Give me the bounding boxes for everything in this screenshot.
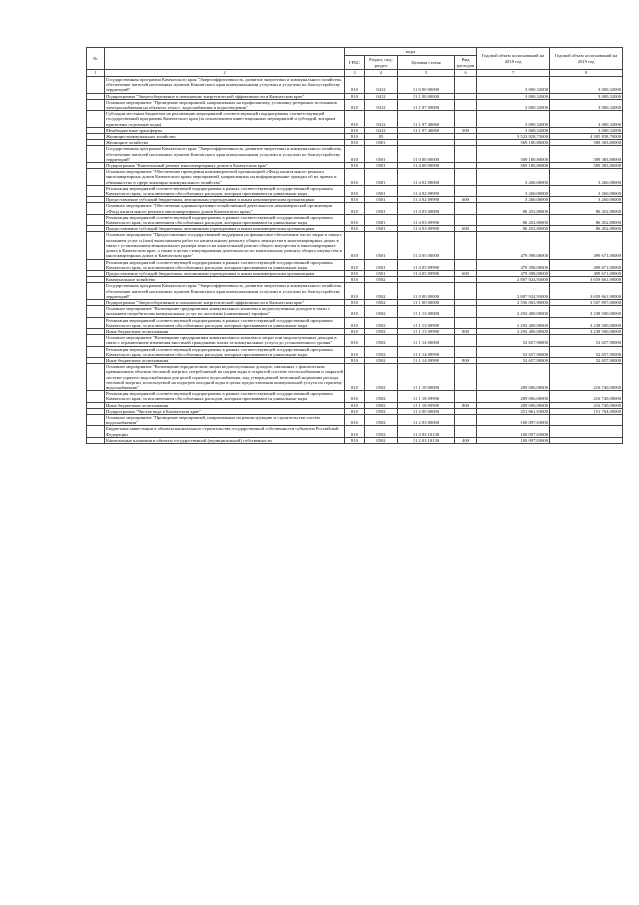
row-amount-2019: 3 000,32000 — [550, 99, 623, 110]
row-amount-2019: 589 383,80000 — [550, 140, 623, 146]
row-grbs: 810 — [345, 93, 365, 99]
row-grbs: 810 — [345, 283, 365, 300]
row-amount-2019: 3 507 897,00000 — [550, 299, 623, 305]
row-type: 800 — [455, 328, 477, 334]
row-target: 11 1 07 00000 — [398, 99, 455, 110]
row-amount-2019: 86 452,80000 — [550, 226, 623, 232]
row-grbs: 810 — [345, 99, 365, 110]
row-amount-2018: 2 294 400,00000 — [477, 328, 550, 334]
row-amount-2019: 3 238 500,00000 — [550, 328, 623, 334]
row-name: Основное мероприятие "Проведение мероприятий, направленных на реконструкцию и строительство систем водоснабжения" — [105, 414, 345, 425]
table-row — [87, 163, 623, 169]
row-name: Жилищное хозяйство — [105, 140, 345, 146]
row-type: 600 — [455, 270, 477, 276]
row-target: 11 4 03 09990 — [398, 214, 455, 225]
row-name: Реализация мероприятий соответствующей подпрограммы в рамках соответствующей государственной программы Камчатского края, за исключением обособленных расходов, которым присваиваются уникальные коды — [105, 391, 345, 402]
col-number: 8 — [550, 70, 623, 77]
row-section: 0502 — [365, 317, 398, 328]
row-name: Государственная программа Камчатского края "Энергоэффективность, развитие энергетики и коммунального хозяйства, обеспечение жителей населенных пунктов Камчатского края коммунальными услугами и услугами по благоустройству территорий" — [105, 283, 345, 300]
table-row — [87, 402, 623, 408]
table-row — [87, 197, 623, 203]
row-target: 11 0 00 00000 — [398, 146, 455, 163]
row-amount-2019: 216 740,00000 — [550, 391, 623, 402]
row-target: 11 4 03 00000 — [398, 203, 455, 214]
row-target: 11 1 14 00000 — [398, 335, 455, 346]
row-name: Бюджетные инвестиции в объекты капитального строительства государственной собственности субъектов Российской Федерации — [105, 426, 345, 437]
row-target: 11 4 05 00000 — [398, 232, 455, 259]
row-index — [87, 77, 105, 94]
budget-table — [86, 47, 623, 444]
row-amount-2019: 3 000,32000 — [550, 77, 623, 94]
row-amount-2018: 2 294 400,00000 — [477, 306, 550, 317]
row-section: 0502 — [365, 414, 398, 425]
row-section: 0412 — [365, 93, 398, 99]
row-grbs: 810 — [345, 226, 365, 232]
header-2018: Годовой объем ассигнований на 2018 год — [477, 48, 550, 70]
row-grbs: 810 — [345, 364, 365, 391]
row-amount-2019: 3 659 661,90000 — [550, 277, 623, 283]
row-type: 800 — [455, 357, 477, 363]
row-name: Государственная программа Камчатского края "Энергоэффективность, развитие энергетики и коммунального хозяйства, обеспечение жителей населенных пунктов Камчатского края коммунальными услугами и услугами по благоустройству территорий" — [105, 77, 345, 94]
row-name: Подпрограмма "Капитальный ремонт многоквартирных домов в Камчатском крае" — [105, 163, 345, 169]
table-row — [87, 146, 623, 163]
row-section: 0501 — [365, 169, 398, 186]
row-amount-2018: 209 006,00000 — [477, 391, 550, 402]
table-row — [87, 283, 623, 300]
row-index — [87, 259, 105, 270]
row-amount-2019: 52 657,90000 — [550, 346, 623, 357]
row-grbs: 810 — [345, 134, 365, 140]
row-amount-2019: 3 659 661,90000 — [550, 283, 623, 300]
row-index — [87, 111, 105, 128]
row-amount-2019: 3 000,32000 — [550, 127, 623, 133]
row-type — [455, 306, 477, 317]
row-section: 0412 — [365, 111, 398, 128]
table-row — [87, 335, 623, 346]
row-grbs: 810 — [345, 408, 365, 414]
row-name: Межбюджетные трансферты — [105, 127, 345, 133]
row-name: Государственная программа Камчатского края "Энергоэффективность, развитие энергетики и коммунального хозяйства, обеспечение жителей населенных пунктов Камчатского края коммунальными услугами и услугами по благоустройству территорий" — [105, 146, 345, 163]
row-amount-2018: 2 807 924,93000 — [477, 283, 550, 300]
row-section: 05 — [365, 134, 398, 140]
row-type: 800 — [455, 402, 477, 408]
row-amount-2018: 86 452,80000 — [477, 203, 550, 214]
col-number: 2 — [105, 70, 345, 77]
row-amount-2018: 3 000,32000 — [477, 93, 550, 99]
row-name: Иные бюджетные ассигнования — [105, 328, 345, 334]
row-amount-2019: 499 671,00000 — [550, 232, 623, 259]
row-section: 0502 — [365, 277, 398, 283]
row-name: Основное мероприятие "Обеспечение проведения некоммерческой организацией «Фонд капитального ремонта многоквартирных домов Камчатского края» мероприятий, направленных на информирование граждан об их правах и обязанностях в сфере жилищно-коммунального хозяйства" — [105, 169, 345, 186]
row-section: 0501 — [365, 232, 398, 259]
row-target: 11 1 18 00000 — [398, 364, 455, 391]
table-row — [87, 299, 623, 305]
row-amount-2018: 3 000,32000 — [477, 99, 550, 110]
row-amount-2019: 86 452,80000 — [550, 203, 623, 214]
row-index — [87, 283, 105, 300]
row-target: 11 1 13 00000 — [398, 306, 455, 317]
row-grbs: 810 — [345, 232, 365, 259]
row-type: 600 — [455, 197, 477, 203]
row-amount-2018: 100 097,03000 — [477, 437, 550, 443]
row-section: 0501 — [365, 203, 398, 214]
row-target: 11 4 02 09990 — [398, 185, 455, 196]
table-row — [87, 185, 623, 196]
row-amount-2019: 52 657,90000 — [550, 357, 623, 363]
row-section: 0502 — [365, 357, 398, 363]
row-name: Реализация мероприятий соответствующей подпрограммы в рамках соответствующей государственной программы Камчатского края, за исключением обособленных расходов, которым присваиваются уникальные коды — [105, 259, 345, 270]
row-amount-2018: 3 260,00000 — [477, 185, 550, 196]
row-target: 11 1 18 09990 — [398, 402, 455, 408]
row-name: Коммунальное хозяйство — [105, 277, 345, 283]
row-section: 0502 — [365, 306, 398, 317]
row-target: 11 4 05 09990 — [398, 270, 455, 276]
row-amount-2018: 100 097,03000 — [477, 426, 550, 437]
row-section: 0502 — [365, 426, 398, 437]
row-name: Иные бюджетные ассигнования — [105, 357, 345, 363]
row-type — [455, 364, 477, 391]
row-type — [455, 99, 477, 110]
row-type — [455, 414, 477, 425]
row-name: Иные бюджетные ассигнования — [105, 402, 345, 408]
header-grbs: ГРБС — [345, 56, 365, 70]
row-index — [87, 306, 105, 317]
row-amount-2018: 479 398,00000 — [477, 270, 550, 276]
row-grbs: 810 — [345, 277, 365, 283]
table-row — [87, 328, 623, 334]
row-type — [455, 111, 477, 128]
header-section: Раздел, под-раздел — [365, 56, 398, 70]
row-amount-2018: 569 180,80000 — [477, 146, 550, 163]
row-grbs: 810 — [345, 197, 365, 203]
row-index — [87, 364, 105, 391]
col-number: 1 — [87, 70, 105, 77]
row-grbs: 810 — [345, 203, 365, 214]
table-row — [87, 437, 623, 443]
row-name: Предоставление субсидий бюджетным, автономным учреждениям и иным некоммерческим организациям — [105, 197, 345, 203]
row-section: 0501 — [365, 146, 398, 163]
row-type — [455, 335, 477, 346]
row-type — [455, 185, 477, 196]
table-row — [87, 426, 623, 437]
row-amount-2018: 3 000,32000 — [477, 127, 550, 133]
row-target: 11 2 03 00000 — [398, 414, 455, 425]
row-grbs: 810 — [345, 335, 365, 346]
row-grbs: 810 — [345, 402, 365, 408]
row-amount-2019: 589 383,80000 — [550, 146, 623, 163]
row-index — [87, 99, 105, 110]
table-row — [87, 232, 623, 259]
row-target: 11 4 03 09990 — [398, 226, 455, 232]
table-row — [87, 414, 623, 425]
row-section: 0501 — [365, 197, 398, 203]
row-amount-2019: 3 260,00000 — [550, 185, 623, 196]
row-name: Реализация мероприятий соответствующей подпрограммы в рамках соответствующей государственной программы Камчатского края, за исключением обособленных расходов, которым присваиваются уникальные коды — [105, 346, 345, 357]
row-target: 11 1 14 09990 — [398, 346, 455, 357]
table-row — [87, 357, 623, 363]
row-name: Основное мероприятие "Предоставление государственной поддержки на финансовое обеспечение части затрат в связи с оказанием услуг и (или) выполнением работ по капитальному ремонту общего имущества в многоквартирных домах в связи с установлением минимального размера взноса на капитальный ремонт общего имущества в многоквартирных домах в Камчатском крае, а также в целях стимулирования деятельности по капитальному ремонту общего имущества в многоквартирных домах в Камчатском крае" — [105, 232, 345, 259]
row-target: 11 4 02 00000 — [398, 169, 455, 186]
row-amount-2018: 479 398,00000 — [477, 259, 550, 270]
row-type: 400 — [455, 437, 477, 443]
table-row — [87, 346, 623, 357]
row-name: Подпрограмма "Энергосбережение и повышение энергетической эффективности в Камчатском крае" — [105, 93, 345, 99]
table-row — [87, 99, 623, 110]
row-amount-2018: 209 006,00000 — [477, 402, 550, 408]
row-target: 11 2 00 00000 — [398, 408, 455, 414]
header-type: Вид расходов — [455, 56, 477, 70]
table-row — [87, 214, 623, 225]
row-section: 0412 — [365, 127, 398, 133]
table-row — [87, 391, 623, 402]
row-grbs: 810 — [345, 391, 365, 402]
table-row — [87, 169, 623, 186]
row-target: 11 2 03 10130 — [398, 426, 455, 437]
row-amount-2019: 3 000,32000 — [550, 93, 623, 99]
row-target: 11 1 13 09990 — [398, 317, 455, 328]
row-amount-2019: 4 305 838,70000 — [550, 134, 623, 140]
row-name: Реализация мероприятий соответствующей подпрограммы в рамках соответствующей государственной программы Камчатского края, за исключением обособленных расходов, которым присваиваются уникальные коды — [105, 185, 345, 196]
table-row — [87, 134, 623, 140]
row-section: 0412 — [365, 77, 398, 94]
row-grbs: 810 — [345, 437, 365, 443]
row-target: 11 1 00 00000 — [398, 93, 455, 99]
header-name — [105, 48, 345, 70]
row-amount-2019 — [550, 426, 623, 437]
row-index — [87, 317, 105, 328]
row-section: 0502 — [365, 346, 398, 357]
row-target: 11 1 18 09990 — [398, 391, 455, 402]
row-grbs: 810 — [345, 299, 365, 305]
row-amount-2018: 2 807 924,93000 — [477, 277, 550, 283]
col-number: 7 — [477, 70, 550, 77]
row-amount-2019: 3 260,00000 — [550, 169, 623, 186]
row-type — [455, 203, 477, 214]
row-index — [87, 437, 105, 443]
table-row — [87, 93, 623, 99]
row-grbs: 810 — [345, 146, 365, 163]
row-section: 0501 — [365, 185, 398, 196]
table-row — [87, 270, 623, 276]
row-section: 0502 — [365, 335, 398, 346]
row-section: 0501 — [365, 214, 398, 225]
row-target: 11 4 02 09990 — [398, 197, 455, 203]
row-section: 0501 — [365, 163, 398, 169]
row-name: Подпрограмма "Энергосбережение и повышение энергетической эффективности в Камчатском крае" — [105, 299, 345, 305]
row-name: Реализация мероприятий соответствующей подпрограммы в рамках соответствующей государственной программы Камчатского края, за исключением обособленных расходов, которым присваиваются уникальные коды — [105, 214, 345, 225]
row-amount-2018: 479 398,00000 — [477, 232, 550, 259]
row-section: 0501 — [365, 226, 398, 232]
row-amount-2019: 3 238 500,00000 — [550, 317, 623, 328]
row-amount-2018: 100 097,03000 — [477, 414, 550, 425]
row-type — [455, 317, 477, 328]
row-amount-2019: 216 740,00000 — [550, 364, 623, 391]
row-amount-2019: 86 452,80000 — [550, 214, 623, 225]
table-row — [87, 111, 623, 128]
header-2019: Годовой объем ассигнований на 2019 год — [550, 48, 623, 70]
row-amount-2019: 3 000,32000 — [550, 111, 623, 128]
row-index — [87, 232, 105, 259]
row-amount-2018: 52 657,90000 — [477, 346, 550, 357]
row-target: 11 4 05 09990 — [398, 259, 455, 270]
row-grbs: 810 — [345, 426, 365, 437]
row-section: 0412 — [365, 99, 398, 110]
row-amount-2018: 569 180,80000 — [477, 140, 550, 146]
header-no: № — [87, 48, 105, 70]
row-grbs: 810 — [345, 163, 365, 169]
table-row — [87, 259, 623, 270]
row-name: Жилищно-коммунальное хозяйство — [105, 134, 345, 140]
row-section: 0502 — [365, 299, 398, 305]
row-index — [87, 214, 105, 225]
row-target: 11 1 07 40060 — [398, 111, 455, 128]
row-grbs: 810 — [345, 270, 365, 276]
row-name: Основное мероприятие "Возмещение предприятиям коммунального комплекса затрат или недополученных доходов в связи с ограничением изменения вносимой гражданами платы за коммунальные услуги до установленного уровня" — [105, 335, 345, 346]
row-target: 11 0 00 00000 — [398, 283, 455, 300]
row-amount-2018: 569 180,80000 — [477, 163, 550, 169]
row-amount-2019 — [550, 414, 623, 425]
row-amount-2018: 52 657,90000 — [477, 357, 550, 363]
row-target: 11 1 00 00000 — [398, 299, 455, 305]
row-name: Субсидии местным бюджетам на реализацию мероприятий соответствующей подпрограммы соответствующей государственной программы Камчатского края (за исключением инвестиционных мероприятий и субсидий, которым присвоены отдельные коды) — [105, 111, 345, 128]
row-type — [455, 146, 477, 163]
row-type — [455, 426, 477, 437]
row-amount-2018: 209 006,00000 — [477, 364, 550, 391]
row-section: 0502 — [365, 364, 398, 391]
row-amount-2018: 3 260,00000 — [477, 169, 550, 186]
col-number: 4 — [365, 70, 398, 77]
row-type — [455, 232, 477, 259]
row-amount-2018: 52 657,90000 — [477, 335, 550, 346]
row-target: 11 1 14 09990 — [398, 357, 455, 363]
row-amount-2019: 216 740,00000 — [550, 402, 623, 408]
row-amount-2019: 589 383,80000 — [550, 163, 623, 169]
row-amount-2019: 52 657,90000 — [550, 335, 623, 346]
row-grbs: 810 — [345, 111, 365, 128]
table-row — [87, 408, 623, 414]
row-target: 11 4 00 00000 — [398, 163, 455, 169]
row-section: 0502 — [365, 391, 398, 402]
table-row — [87, 317, 623, 328]
row-amount-2018: 2 294 400,00000 — [477, 317, 550, 328]
row-grbs: 810 — [345, 259, 365, 270]
top-margin — [0, 0, 639, 47]
row-section: 0501 — [365, 270, 398, 276]
row-grbs: 810 — [345, 357, 365, 363]
header-codes: коды — [345, 48, 477, 56]
row-amount-2019: 499 671,00000 — [550, 270, 623, 276]
row-grbs: 810 — [345, 140, 365, 146]
row-amount-2019: 3 238 500,00000 — [550, 306, 623, 317]
row-amount-2018: 2 556 063,90000 — [477, 299, 550, 305]
row-grbs: 810 — [345, 77, 365, 94]
row-type — [455, 169, 477, 186]
row-grbs: 810 — [345, 414, 365, 425]
row-name: Реализация мероприятий соответствующей подпрограммы в рамках соответствующей государственной программы Камчатского края, за исключением обособленных расходов, которым присваиваются уникальные коды — [105, 317, 345, 328]
row-type: 500 — [455, 127, 477, 133]
row-amount-2018: 3 523 828,73000 — [477, 134, 550, 140]
col-number: 5 — [398, 70, 455, 77]
row-index — [87, 203, 105, 214]
row-amount-2018: 3 000,32000 — [477, 111, 550, 128]
row-index — [87, 169, 105, 186]
row-type — [455, 259, 477, 270]
row-amount-2018: 251 861,03000 — [477, 408, 550, 414]
row-index — [87, 346, 105, 357]
row-index — [87, 414, 105, 425]
row-index — [87, 426, 105, 437]
row-section: 0502 — [365, 328, 398, 334]
row-name: Подпрограмма "Чистая вода в Камчатском крае" — [105, 408, 345, 414]
row-amount-2019: 499 671,00000 — [550, 259, 623, 270]
row-grbs: 810 — [345, 127, 365, 133]
row-amount-2018: 86 452,80000 — [477, 214, 550, 225]
row-section: 0502 — [365, 402, 398, 408]
row-section: 0502 — [365, 283, 398, 300]
row-name: Предоставление субсидий бюджетным, автономным учреждениям и иным некоммерческим организациям — [105, 226, 345, 232]
table-row — [87, 364, 623, 391]
table-row — [87, 306, 623, 317]
row-grbs: 810 — [345, 214, 365, 225]
row-amount-2018: 3 000,32000 — [477, 77, 550, 94]
row-target: 11 0 00 00000 — [398, 77, 455, 94]
row-amount-2019: 151 764,00000 — [550, 408, 623, 414]
row-amount-2019: 3 260,00000 — [550, 197, 623, 203]
row-name: Основное мероприятие "Обеспечение административно-хозяйственной деятельности некоммерческой организации «Фонд капитального ремонта многоквартирных домов Камчатского края»" — [105, 203, 345, 214]
row-name: Капитальные вложения в объекты государственной (муниципальной) собственности — [105, 437, 345, 443]
row-index — [87, 391, 105, 402]
row-grbs: 810 — [345, 306, 365, 317]
table-row — [87, 77, 623, 94]
row-name: Основное мероприятие "Проведение мероприятий, направленных на профилактику, установку резервных источников электроснабжения на объектах тепло-, водоснабжения и водоотведения" — [105, 99, 345, 110]
row-name: Предоставление субсидий бюджетным, автономным учреждениям и иным некоммерческим организациям — [105, 270, 345, 276]
col-number: 6 — [455, 70, 477, 77]
row-name: Основное мероприятие "Возмещение предприятиям коммунального комплекса недополученных доходов в связи с оказанием потребителям коммунальных услуг по льготным (сниженным) тарифам" — [105, 306, 345, 317]
row-type — [455, 283, 477, 300]
row-target: 11 1 13 09990 — [398, 328, 455, 334]
row-type — [455, 77, 477, 94]
row-name: Основное мероприятие "Возмещение юридическим лицам недополученных доходов, связанных с фактическим превышением объемов тепловой энергии, потребляемой на нагрев воды в открытой системе теплоснабжения и закрытой системе горячего водоснабжения для целей горячего водоснабжения, над утвержденной величиной норматива расхода тепловой энергии, используемой на подогрев холодной воды в целях предоставления коммунальной услуги по горячему водоснабжению" — [106, 364, 343, 390]
row-type: 600 — [455, 226, 477, 232]
row-amount-2019 — [550, 437, 623, 443]
row-type — [455, 391, 477, 402]
row-grbs: 810 — [345, 317, 365, 328]
row-type — [455, 346, 477, 357]
row-grbs: 810 — [345, 346, 365, 357]
row-section: 0501 — [365, 140, 398, 146]
table-row — [87, 226, 623, 232]
row-amount-2018: 86 452,80000 — [477, 226, 550, 232]
row-index — [87, 185, 105, 196]
header-target: Целевая статья — [398, 56, 455, 70]
col-number: 3 — [345, 70, 365, 77]
row-grbs: 810 — [345, 185, 365, 196]
row-section: 0502 — [365, 437, 398, 443]
row-index — [87, 335, 105, 346]
row-target: 11 1 07 40060 — [398, 127, 455, 133]
row-target: 11 2 03 10130 — [398, 437, 455, 443]
row-type — [455, 214, 477, 225]
row-section: 0501 — [365, 259, 398, 270]
table-row — [87, 203, 623, 214]
row-grbs: 810 — [345, 328, 365, 334]
row-grbs: 810 — [345, 169, 365, 186]
row-section: 0502 — [365, 408, 398, 414]
row-amount-2018: 3 260,00000 — [477, 197, 550, 203]
row-index — [87, 146, 105, 163]
